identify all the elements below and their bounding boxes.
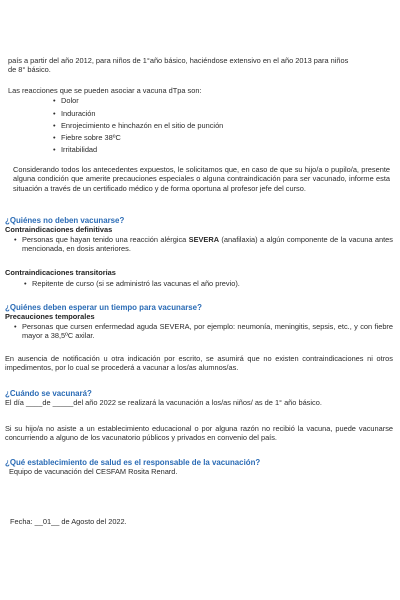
list-item: • Personas que cursen enfermedad aguda SEVERA, por ejemplo: neumonía, meningitis, sepsis, etc., y con fiebre mayor a 38,5ºC axilar. — [13, 322, 393, 341]
transitory-section — [5, 268, 393, 289]
intro-line-1: país a partir del año 2012, para niños de 1°año básico, haciéndose extensivo en el año 2013 para niños — [8, 56, 349, 65]
establishment-heading: ¿Qué establecimiento de salud es el responsable de la vacunación? — [5, 458, 261, 467]
list-item — [13, 235, 393, 254]
reactions-section — [8, 86, 392, 157]
precautions-list — [13, 322, 393, 341]
who-not-heading: ¿Quiénes no deben vacunarse? — [5, 216, 125, 225]
definitive-text-pre: Personas que hayan tenido una reacción alérgica — [22, 234, 189, 244]
who-not-section — [5, 216, 393, 253]
transitory-title: Contraindicaciones transitorias — [5, 268, 116, 277]
list-item: • Irritabilidad — [52, 144, 392, 156]
establishment-text: Equipo de vacunación del CESFAM Rosita Renard. — [9, 467, 178, 477]
definitive-list — [13, 235, 393, 254]
absent-student-paragraph: Si su hijo/a no asiste a un establecimiento educacional o por alguna razón no recibió la vacuna, puede vacunarse concurriendo a alguno de los vacunatorio públicos y privados en convenio del país. — [5, 424, 393, 443]
date-line: Fecha: __01__ de Agosto del 2022. — [10, 517, 127, 526]
list-item: • Induración — [52, 108, 392, 120]
who-wait-section — [5, 303, 393, 340]
definitive-title: Contraindicaciones definitivas — [5, 225, 113, 235]
establishment-section — [5, 458, 393, 477]
transitory-list — [23, 279, 393, 288]
absence-paragraph: En ausencia de notificación u otra indicación por escrito, se asumirá que no existen contraindicaciones ni otros impedimentos, por lo cual se procederá a vacunar a los/as alumnos/as. — [5, 354, 393, 373]
considering-paragraph: Considerando todos los antecedentes expuestos, le solicitamos que, en caso de que su hijo/a o pupilo/a, presente alguna condición que amerite precauciones especiales o alguna contraindicación para ser vacunado, informe esta situación a través de un certificado médico y de forma oportuna al profesor jefe del curso. — [13, 165, 390, 193]
list-item: • Repitente de curso (si se administró las vacunas el año previo). — [23, 279, 393, 288]
intro-line-2: de 8° básico. — [8, 65, 51, 75]
definitive-text-bold: SEVERA — [188, 234, 220, 244]
reactions-list — [52, 95, 392, 156]
when-heading: ¿Cuándo se vacunará? — [5, 389, 92, 398]
when-section — [5, 389, 393, 408]
when-text: El día ____de _____del año 2022 se realizará la vacunación a los/as niños/ as de 1° año básico. — [5, 398, 322, 408]
definitive-text-post: (anafilaxia) a algún componente de la vacuna antes mencionada, en dosis anteriores. — [22, 234, 393, 253]
list-item: • Enrojecimiento e hinchazón en el sitio de punción — [52, 120, 392, 132]
who-wait-heading: ¿Quiénes deben esperar un tiempo para vacunarse? — [5, 303, 202, 312]
list-item: • Dolor — [52, 95, 392, 107]
intro-paragraph — [8, 56, 392, 75]
list-item: • Fiebre sobre 38ºC — [52, 132, 392, 144]
precautions-title: Precauciones temporales — [5, 312, 95, 322]
reactions-lead: Las reacciones que se pueden asociar a vacuna dTpa son: — [8, 86, 202, 95]
